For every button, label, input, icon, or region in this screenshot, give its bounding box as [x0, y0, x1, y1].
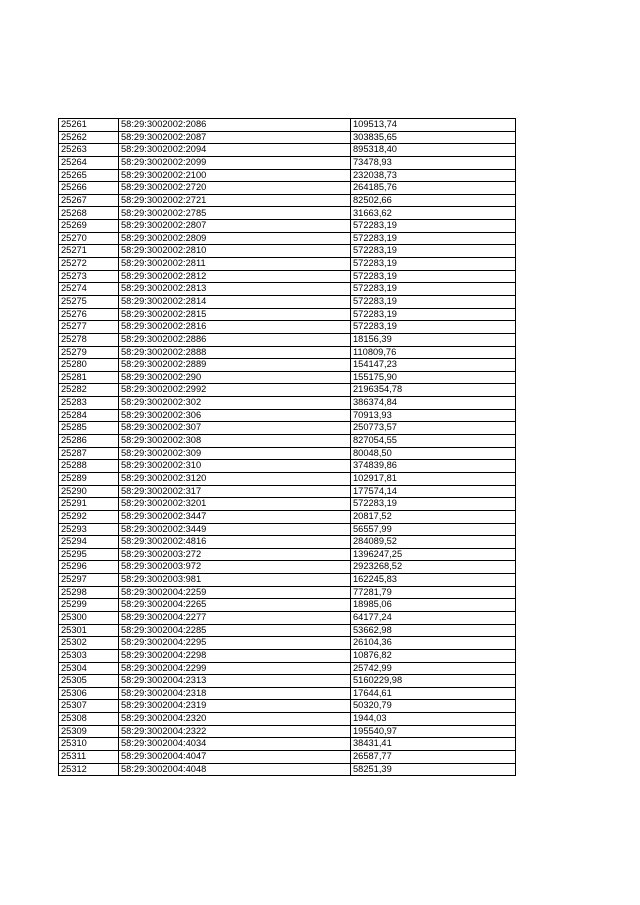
value-cell: 5160229,98 [351, 675, 516, 688]
table-row [59, 245, 516, 258]
cadastral-number-cell: 58:29:3002003:272 [119, 548, 351, 561]
cadastral-number-cell: 58:29:3002002:3447 [119, 510, 351, 523]
value-cell: 284089,52 [351, 536, 516, 549]
cadastral-number-cell: 58:29:3002004:2320 [119, 713, 351, 726]
cadastral-number-cell: 58:29:3002004:2259 [119, 586, 351, 599]
cadastral-number-cell: 58:29:3002004:2265 [119, 599, 351, 612]
table-row [59, 536, 516, 549]
cadastral-number-cell: 58:29:3002002:2807 [119, 220, 351, 233]
row-number-cell: 25278 [59, 333, 119, 346]
table-row [59, 258, 516, 271]
value-cell: 572283,19 [351, 258, 516, 271]
table-row [59, 713, 516, 726]
cadastral-number-cell: 58:29:3002004:2318 [119, 687, 351, 700]
cadastral-number-cell: 58:29:3002002:307 [119, 422, 351, 435]
row-number-cell: 25284 [59, 409, 119, 422]
value-cell: 895318,40 [351, 144, 516, 157]
row-number-cell: 25300 [59, 611, 119, 624]
row-number-cell: 25285 [59, 422, 119, 435]
table-row [59, 156, 516, 169]
row-number-cell: 25305 [59, 675, 119, 688]
table-row [59, 333, 516, 346]
cadastral-number-cell: 58:29:3002004:4047 [119, 751, 351, 764]
table-row [59, 295, 516, 308]
cadastral-number-cell: 58:29:3002002:306 [119, 409, 351, 422]
value-cell: 18985,06 [351, 599, 516, 612]
cadastral-number-cell: 58:29:3002004:2298 [119, 649, 351, 662]
row-number-cell: 25267 [59, 194, 119, 207]
row-number-cell: 25294 [59, 536, 119, 549]
row-number-cell: 25269 [59, 220, 119, 233]
cadastral-number-cell: 58:29:3002003:981 [119, 574, 351, 587]
table-row [59, 586, 516, 599]
value-cell: 70913,93 [351, 409, 516, 422]
row-number-cell: 25275 [59, 295, 119, 308]
table-row [59, 700, 516, 713]
table-row [59, 624, 516, 637]
cadastral-number-cell: 58:29:3002004:2319 [119, 700, 351, 713]
row-number-cell: 25268 [59, 207, 119, 220]
row-number-cell: 25276 [59, 308, 119, 321]
value-cell: 195540,97 [351, 725, 516, 738]
value-cell: 110809,76 [351, 346, 516, 359]
value-cell: 58251,39 [351, 763, 516, 776]
value-cell: 17644,61 [351, 687, 516, 700]
row-number-cell: 25298 [59, 586, 119, 599]
cadastral-number-cell: 58:29:3002002:2992 [119, 384, 351, 397]
cadastral-number-cell: 58:29:3002002:2888 [119, 346, 351, 359]
row-number-cell: 25271 [59, 245, 119, 258]
value-cell: 18156,39 [351, 333, 516, 346]
row-number-cell: 25312 [59, 763, 119, 776]
value-cell: 20817,52 [351, 510, 516, 523]
cadastral-number-cell: 58:29:3002002:308 [119, 435, 351, 448]
table-row [59, 675, 516, 688]
data-table [58, 118, 516, 776]
value-cell: 386374,84 [351, 397, 516, 410]
cadastral-number-cell: 58:29:3002004:2295 [119, 637, 351, 650]
table-row [59, 599, 516, 612]
value-cell: 50320,79 [351, 700, 516, 713]
table-row [59, 346, 516, 359]
cadastral-number-cell: 58:29:3002002:2086 [119, 119, 351, 132]
table-row [59, 498, 516, 511]
row-number-cell: 25292 [59, 510, 119, 523]
table-row [59, 119, 516, 132]
table-row [59, 144, 516, 157]
cadastral-number-cell: 58:29:3002002:302 [119, 397, 351, 410]
row-number-cell: 25262 [59, 131, 119, 144]
row-number-cell: 25273 [59, 270, 119, 283]
value-cell: 177574,14 [351, 485, 516, 498]
row-number-cell: 25266 [59, 182, 119, 195]
table-row [59, 359, 516, 372]
table-row [59, 523, 516, 536]
value-cell: 155175,90 [351, 371, 516, 384]
value-cell: 53662,98 [351, 624, 516, 637]
row-number-cell: 25281 [59, 371, 119, 384]
value-cell: 109513,74 [351, 119, 516, 132]
row-number-cell: 25293 [59, 523, 119, 536]
row-number-cell: 25310 [59, 738, 119, 751]
value-cell: 80048,50 [351, 447, 516, 460]
row-number-cell: 25291 [59, 498, 119, 511]
cadastral-number-cell: 58:29:3002004:4048 [119, 763, 351, 776]
value-cell: 73478,93 [351, 156, 516, 169]
row-number-cell: 25309 [59, 725, 119, 738]
value-cell: 1944,03 [351, 713, 516, 726]
cadastral-number-cell: 58:29:3002002:2813 [119, 283, 351, 296]
row-number-cell: 25279 [59, 346, 119, 359]
row-number-cell: 25280 [59, 359, 119, 372]
value-cell: 162245,83 [351, 574, 516, 587]
row-number-cell: 25287 [59, 447, 119, 460]
value-cell: 38431,41 [351, 738, 516, 751]
table-row [59, 763, 516, 776]
table-row [59, 182, 516, 195]
table-row [59, 194, 516, 207]
row-number-cell: 25282 [59, 384, 119, 397]
row-number-cell: 25302 [59, 637, 119, 650]
value-cell: 26587,77 [351, 751, 516, 764]
cadastral-number-cell: 58:29:3002002:2721 [119, 194, 351, 207]
table-row [59, 574, 516, 587]
table-row [59, 270, 516, 283]
row-number-cell: 25263 [59, 144, 119, 157]
table-row [59, 460, 516, 473]
row-number-cell: 25308 [59, 713, 119, 726]
cadastral-number-cell: 58:29:3002002:2810 [119, 245, 351, 258]
value-cell: 264185,76 [351, 182, 516, 195]
table-row [59, 751, 516, 764]
row-number-cell: 25288 [59, 460, 119, 473]
value-cell: 64177,24 [351, 611, 516, 624]
table-row [59, 220, 516, 233]
value-cell: 56557,99 [351, 523, 516, 536]
table-row [59, 321, 516, 334]
cadastral-number-cell: 58:29:3002004:4034 [119, 738, 351, 751]
row-number-cell: 25306 [59, 687, 119, 700]
table-row [59, 510, 516, 523]
table-row [59, 169, 516, 182]
cadastral-number-cell: 58:29:3002002:2886 [119, 333, 351, 346]
value-cell: 374839,86 [351, 460, 516, 473]
row-number-cell: 25283 [59, 397, 119, 410]
table-row [59, 548, 516, 561]
table-row [59, 207, 516, 220]
row-number-cell: 25274 [59, 283, 119, 296]
table-row [59, 725, 516, 738]
table-row [59, 447, 516, 460]
cadastral-number-cell: 58:29:3002002:2809 [119, 232, 351, 245]
value-cell: 572283,19 [351, 270, 516, 283]
cadastral-number-cell: 58:29:3002002:2094 [119, 144, 351, 157]
row-number-cell: 25299 [59, 599, 119, 612]
value-cell: 572283,19 [351, 283, 516, 296]
row-number-cell: 25307 [59, 700, 119, 713]
row-number-cell: 25289 [59, 472, 119, 485]
table-row [59, 435, 516, 448]
row-number-cell: 25290 [59, 485, 119, 498]
row-number-cell: 25277 [59, 321, 119, 334]
cadastral-number-cell: 58:29:3002002:2814 [119, 295, 351, 308]
cadastral-number-cell: 58:29:3002002:4816 [119, 536, 351, 549]
cadastral-number-cell: 58:29:3002002:317 [119, 485, 351, 498]
cadastral-number-cell: 58:29:3002002:3201 [119, 498, 351, 511]
row-number-cell: 25304 [59, 662, 119, 675]
value-cell: 572283,19 [351, 498, 516, 511]
value-cell: 10876,82 [351, 649, 516, 662]
table-row [59, 409, 516, 422]
cadastral-number-cell: 58:29:3002004:2277 [119, 611, 351, 624]
row-number-cell: 25286 [59, 435, 119, 448]
table-row [59, 561, 516, 574]
table-row [59, 687, 516, 700]
table-row [59, 397, 516, 410]
cadastral-number-cell: 58:29:3002002:310 [119, 460, 351, 473]
table-row [59, 485, 516, 498]
cadastral-number-cell: 58:29:3002002:2100 [119, 169, 351, 182]
row-number-cell: 25272 [59, 258, 119, 271]
cadastral-number-cell: 58:29:3002002:2889 [119, 359, 351, 372]
value-cell: 572283,19 [351, 232, 516, 245]
value-cell: 1396247,25 [351, 548, 516, 561]
cadastral-number-cell: 58:29:3002004:2322 [119, 725, 351, 738]
value-cell: 154147,23 [351, 359, 516, 372]
table-row [59, 738, 516, 751]
value-cell: 572283,19 [351, 245, 516, 258]
row-number-cell: 25297 [59, 574, 119, 587]
table-row [59, 232, 516, 245]
value-cell: 572283,19 [351, 321, 516, 334]
cadastral-number-cell: 58:29:3002002:2812 [119, 270, 351, 283]
row-number-cell: 25301 [59, 624, 119, 637]
value-cell: 572283,19 [351, 220, 516, 233]
row-number-cell: 25264 [59, 156, 119, 169]
value-cell: 102917,81 [351, 472, 516, 485]
row-number-cell: 25303 [59, 649, 119, 662]
cadastral-number-cell: 58:29:3002002:2811 [119, 258, 351, 271]
value-cell: 827054,55 [351, 435, 516, 448]
table-body [59, 119, 516, 776]
cadastral-number-cell: 58:29:3002002:2087 [119, 131, 351, 144]
value-cell: 572283,19 [351, 295, 516, 308]
cadastral-number-cell: 58:29:3002002:2816 [119, 321, 351, 334]
cadastral-number-cell: 58:29:3002002:290 [119, 371, 351, 384]
table-row [59, 308, 516, 321]
cadastral-number-cell: 58:29:3002002:2815 [119, 308, 351, 321]
value-cell: 26104,36 [351, 637, 516, 650]
table-row [59, 637, 516, 650]
cadastral-number-cell: 58:29:3002002:3120 [119, 472, 351, 485]
cadastral-number-cell: 58:29:3002004:2299 [119, 662, 351, 675]
value-cell: 77281,79 [351, 586, 516, 599]
value-cell: 232038,73 [351, 169, 516, 182]
cadastral-number-cell: 58:29:3002004:2285 [119, 624, 351, 637]
table-row [59, 283, 516, 296]
row-number-cell: 25270 [59, 232, 119, 245]
value-cell: 31663,62 [351, 207, 516, 220]
table-row [59, 384, 516, 397]
cadastral-number-cell: 58:29:3002002:2099 [119, 156, 351, 169]
value-cell: 82502,66 [351, 194, 516, 207]
cadastral-number-cell: 58:29:3002002:2785 [119, 207, 351, 220]
row-number-cell: 25296 [59, 561, 119, 574]
value-cell: 25742,99 [351, 662, 516, 675]
row-number-cell: 25295 [59, 548, 119, 561]
cadastral-number-cell: 58:29:3002002:3449 [119, 523, 351, 536]
table-row [59, 422, 516, 435]
row-number-cell: 25261 [59, 119, 119, 132]
table-row [59, 662, 516, 675]
table-row [59, 472, 516, 485]
table-row [59, 131, 516, 144]
cadastral-number-cell: 58:29:3002003:972 [119, 561, 351, 574]
value-cell: 303835,65 [351, 131, 516, 144]
row-number-cell: 25311 [59, 751, 119, 764]
value-cell: 2196354,78 [351, 384, 516, 397]
value-cell: 250773,57 [351, 422, 516, 435]
value-cell: 572283,19 [351, 308, 516, 321]
cadastral-number-cell: 58:29:3002002:309 [119, 447, 351, 460]
table-row [59, 371, 516, 384]
cadastral-number-cell: 58:29:3002002:2720 [119, 182, 351, 195]
cadastral-number-cell: 58:29:3002004:2313 [119, 675, 351, 688]
table-row [59, 611, 516, 624]
value-cell: 2923268,52 [351, 561, 516, 574]
row-number-cell: 25265 [59, 169, 119, 182]
table-row [59, 649, 516, 662]
